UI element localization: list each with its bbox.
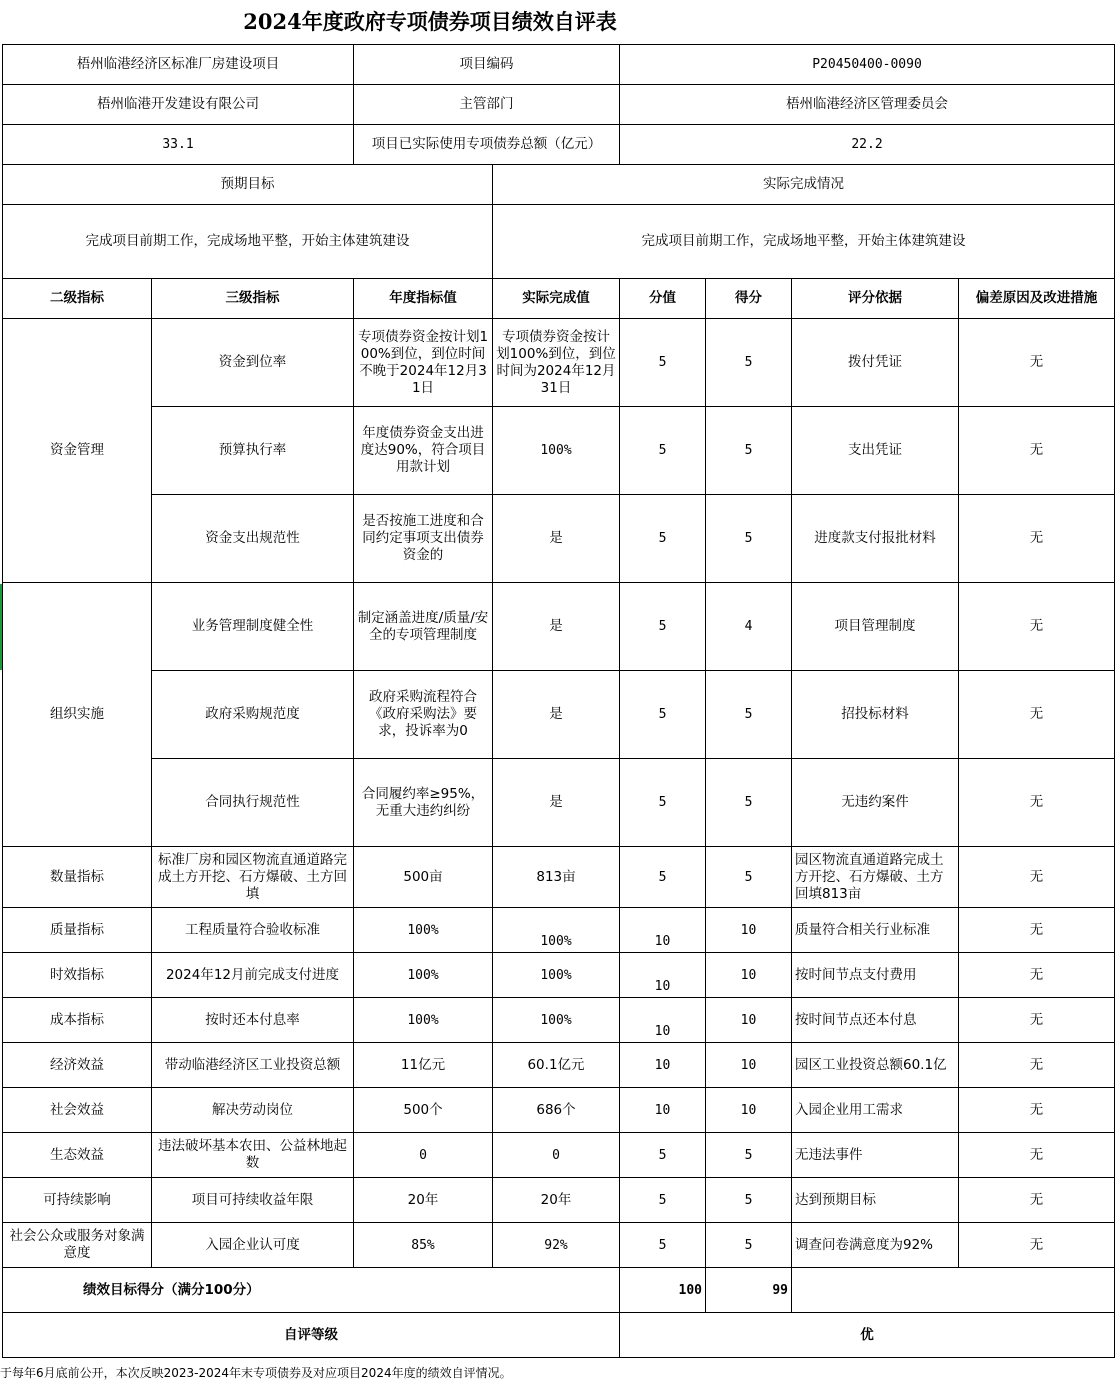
weight-cell: 5: [620, 671, 706, 759]
header-cell: 年度指标值: [354, 279, 493, 319]
score-cell: 5: [706, 671, 792, 759]
score-cell: 5: [706, 847, 792, 908]
used-value: 22.2: [620, 125, 1115, 165]
deviation-cell: 无: [959, 1133, 1115, 1178]
weight-cell: 5: [620, 847, 706, 908]
actual-cell: 专项债券资金按计划100%到位，到位时间为2024年12月31日: [493, 319, 620, 407]
weight-cell: 5: [620, 583, 706, 671]
score-cell: 5: [706, 1133, 792, 1178]
used-label: 项目已实际使用专项债券总额（亿元）: [354, 125, 620, 165]
indicator-cell: 业务管理制度健全性: [152, 583, 354, 671]
basis-cell: 园区工业投资总额60.1亿: [792, 1043, 959, 1088]
target-cell: 100%: [354, 953, 493, 998]
basis-cell: 质量符合相关行业标准: [792, 908, 959, 953]
footer-note: 于每年6月底前公开，本次反映2023-2024年末专项债券及对应项目2024年度的绩效自评情况。: [0, 1366, 512, 1380]
actual-cell: 100%: [493, 953, 620, 998]
score-cell: 10: [706, 953, 792, 998]
total-weight: 100: [620, 1268, 706, 1313]
deviation-cell: 无: [959, 908, 1115, 953]
target-cell: 500个: [354, 1088, 493, 1133]
deviation-cell: 无: [959, 953, 1115, 998]
indicator-cell: 项目可持续收益年限: [152, 1178, 354, 1223]
score-cell: 5: [706, 495, 792, 583]
indicator-cell: 资金到位率: [152, 319, 354, 407]
grade-value: 优: [620, 1313, 1115, 1358]
weight-cell: 5: [620, 1223, 706, 1268]
project-name: 梧州临港经济区标准厂房建设项目: [3, 45, 354, 85]
evaluation-table: [2, 44, 1115, 1358]
weight-cell: 10: [620, 908, 706, 953]
table-row: [3, 495, 1115, 583]
target-cell: 100%: [354, 998, 493, 1043]
deviation-cell: 无: [959, 759, 1115, 847]
actual-cell: 92%: [493, 1223, 620, 1268]
score-cell: 4: [706, 583, 792, 671]
weight-cell: 10: [620, 998, 706, 1043]
dept-label: 主管部门: [354, 85, 620, 125]
table-row: [3, 908, 1115, 953]
actual-cell: 20年: [493, 1178, 620, 1223]
score-cell: 10: [706, 1088, 792, 1133]
basis-cell: 项目管理制度: [792, 583, 959, 671]
indicator-cell: 标准厂房和园区物流直通道路完成土方开挖、石方爆破、土方回填: [152, 847, 354, 908]
deviation-cell: 无: [959, 1178, 1115, 1223]
basis-cell: 按时间节点还本付息: [792, 998, 959, 1043]
indicator-cell: 工程质量符合验收标准: [152, 908, 354, 953]
actual-cell: 60.1亿元: [493, 1043, 620, 1088]
table-row: [3, 407, 1115, 495]
basis-cell: 无违法事件: [792, 1133, 959, 1178]
basis-cell: 调查问卷满意度为92%: [792, 1223, 959, 1268]
header-cell: 三级指标: [152, 279, 354, 319]
header-cell: 二级指标: [3, 279, 152, 319]
actual-goal-label: 实际完成情况: [493, 165, 1115, 205]
score-cell: 5: [706, 407, 792, 495]
actual-cell: 813亩: [493, 847, 620, 908]
column-header-row: [3, 279, 1115, 319]
target-cell: 11亿元: [354, 1043, 493, 1088]
weight-cell: 5: [620, 407, 706, 495]
target-cell: 专项债券资金按计划100%到位，到位时间不晚于2024年12月31日: [354, 319, 493, 407]
table-row: [3, 671, 1115, 759]
deviation-cell: 无: [959, 671, 1115, 759]
target-cell: 政府采购流程符合《政府采购法》要求，投诉率为0: [354, 671, 493, 759]
indicator-cell: 政府采购规范度: [152, 671, 354, 759]
basis-cell: 按时间节点支付费用: [792, 953, 959, 998]
table-row: [3, 953, 1115, 998]
table-row: [3, 1133, 1115, 1178]
goal-text-row: [3, 205, 1115, 279]
score-cell: 5: [706, 759, 792, 847]
category-cell: 社会公众或服务对象满意度: [3, 1223, 152, 1268]
category-cell: 经济效益: [3, 1043, 152, 1088]
weight-cell: 5: [620, 319, 706, 407]
deviation-cell: 无: [959, 847, 1115, 908]
weight-cell: 5: [620, 495, 706, 583]
deviation-cell: 无: [959, 1088, 1115, 1133]
basis-cell: 招投标材料: [792, 671, 959, 759]
table-row: [3, 847, 1115, 908]
target-cell: 年度债券资金支出进度达90%，符合项目用款计划: [354, 407, 493, 495]
indicator-cell: 合同执行规范性: [152, 759, 354, 847]
indicator-cell: 入园企业认可度: [152, 1223, 354, 1268]
deviation-cell: 无: [959, 998, 1115, 1043]
actual-cell: 是: [493, 759, 620, 847]
score-cell: 10: [706, 908, 792, 953]
target-cell: 是否按施工进度和合同约定事项支出债券资金的: [354, 495, 493, 583]
actual-goal-text: 完成项目前期工作，完成场地平整，开始主体建筑建设: [493, 205, 1115, 279]
weight-cell: 10: [620, 1043, 706, 1088]
actual-cell: 0: [493, 1133, 620, 1178]
score-cell: 10: [706, 1043, 792, 1088]
table-row: [3, 759, 1115, 847]
actual-cell: 686个: [493, 1088, 620, 1133]
deviation-cell: 无: [959, 407, 1115, 495]
weight-cell: 5: [620, 1133, 706, 1178]
header-cell: 得分: [706, 279, 792, 319]
expected-goal-label: 预期目标: [3, 165, 493, 205]
info-row-3: [3, 125, 1115, 165]
indicator-cell: 资金支出规范性: [152, 495, 354, 583]
actual-cell: 是: [493, 671, 620, 759]
weight-cell: 5: [620, 759, 706, 847]
table-row: [3, 583, 1115, 671]
deviation-cell: 无: [959, 1223, 1115, 1268]
weight-cell: 10: [620, 953, 706, 998]
table-row: [3, 998, 1115, 1043]
table-row: [3, 1178, 1115, 1223]
indicator-cell: 预算执行率: [152, 407, 354, 495]
category-cell: 成本指标: [3, 998, 152, 1043]
actual-cell: 100%: [493, 908, 620, 953]
score-cell: 10: [706, 998, 792, 1043]
header-cell: 实际完成值: [493, 279, 620, 319]
code-value: P20450400-0090: [620, 45, 1115, 85]
actual-cell: 是: [493, 583, 620, 671]
indicator-cell: 2024年12月前完成支付进度: [152, 953, 354, 998]
code-label: 项目编码: [354, 45, 620, 85]
category-cell: 可持续影响: [3, 1178, 152, 1223]
total-score: 99: [706, 1268, 792, 1313]
indicator-cell: 带动临港经济区工业投资总额: [152, 1043, 354, 1088]
target-cell: 85%: [354, 1223, 493, 1268]
grade-row: [3, 1313, 1115, 1358]
category-cell: 数量指标: [3, 847, 152, 908]
basis-cell: 入园企业用工需求: [792, 1088, 959, 1133]
basis-cell: 达到预期目标: [792, 1178, 959, 1223]
actual-cell: 是: [493, 495, 620, 583]
score-cell: 5: [706, 319, 792, 407]
indicator-cell: 解决劳动岗位: [152, 1088, 354, 1133]
weight-cell: 10: [620, 1088, 706, 1133]
table-row: [3, 1088, 1115, 1133]
basis-cell: 无违约案件: [792, 759, 959, 847]
dept-value: 梧州临港经济区管理委员会: [620, 85, 1115, 125]
deviation-cell: 无: [959, 1043, 1115, 1088]
expected-goal-text: 完成项目前期工作，完成场地平整，开始主体建筑建设: [3, 205, 493, 279]
deviation-cell: 无: [959, 495, 1115, 583]
group-name: 组织实施: [3, 583, 152, 847]
table-row: [3, 319, 1115, 407]
header-cell: 评分依据: [792, 279, 959, 319]
goal-header-row: [3, 165, 1115, 205]
category-cell: 社会效益: [3, 1088, 152, 1133]
basis-cell: 进度款支付报批材料: [792, 495, 959, 583]
table-row: [3, 1223, 1115, 1268]
actual-cell: 100%: [493, 407, 620, 495]
target-cell: 合同履约率≥95%，无重大违约纠纷: [354, 759, 493, 847]
category-cell: 质量指标: [3, 908, 152, 953]
target-cell: 20年: [354, 1178, 493, 1223]
basis-cell: 支出凭证: [792, 407, 959, 495]
score-cell: 5: [706, 1178, 792, 1223]
target-cell: 500亩: [354, 847, 493, 908]
info-row-1: [3, 45, 1115, 85]
indicator-cell: 按时还本付息率: [152, 998, 354, 1043]
deviation-cell: 无: [959, 319, 1115, 407]
score-cell: 5: [706, 1223, 792, 1268]
total-empty: [792, 1268, 1115, 1313]
table-row: [3, 1043, 1115, 1088]
target-cell: 100%: [354, 908, 493, 953]
page-title: 2024年度政府专项债券项目绩效自评表: [243, 9, 617, 34]
target-cell: 0: [354, 1133, 493, 1178]
group-name: 资金管理: [3, 319, 152, 583]
actual-cell: 100%: [493, 998, 620, 1043]
header-cell: 分值: [620, 279, 706, 319]
category-cell: 时效指标: [3, 953, 152, 998]
basis-cell: 拨付凭证: [792, 319, 959, 407]
weight-cell: 5: [620, 1178, 706, 1223]
grade-label: 自评等级: [3, 1313, 620, 1358]
total-bond: 33.1: [3, 125, 354, 165]
target-cell: 制定涵盖进度/质量/安全的专项管理制度: [354, 583, 493, 671]
unit-name: 梧州临港开发建设有限公司: [3, 85, 354, 125]
deviation-cell: 无: [959, 583, 1115, 671]
header-cell: 偏差原因及改进措施: [959, 279, 1115, 319]
info-row-2: [3, 85, 1115, 125]
total-label: 绩效目标得分（满分100分）: [3, 1268, 620, 1313]
total-row: [3, 1268, 1115, 1313]
category-cell: 生态效益: [3, 1133, 152, 1178]
basis-cell: 园区物流直通道路完成土方开挖、石方爆破、土方回填813亩: [792, 847, 959, 908]
indicator-cell: 违法破坏基本农田、公益林地起数: [152, 1133, 354, 1178]
